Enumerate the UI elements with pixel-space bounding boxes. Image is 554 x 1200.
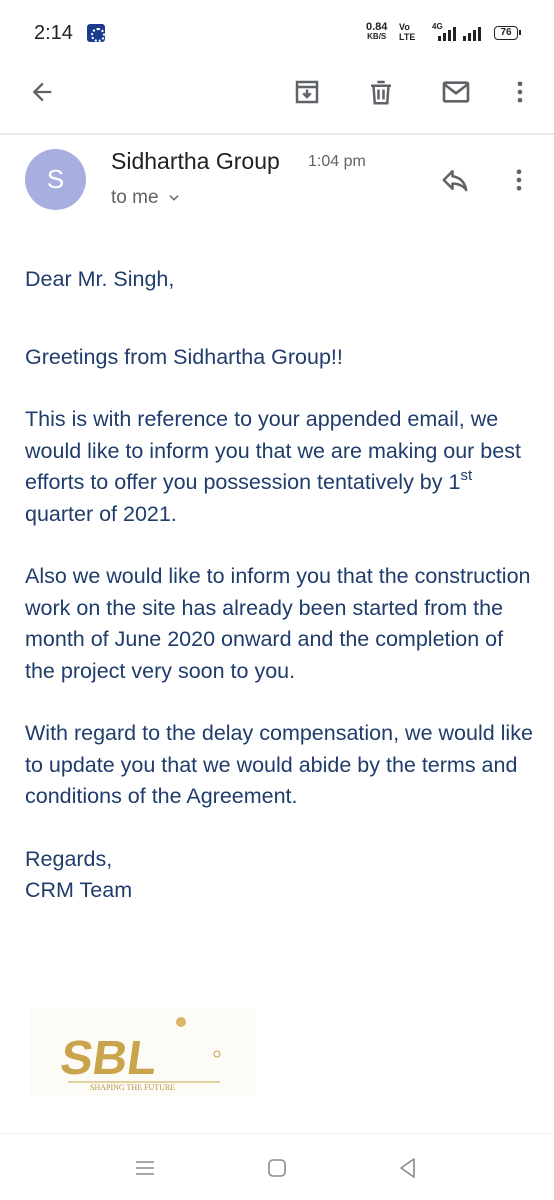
volte-indicator: Vo LTE — [399, 22, 416, 42]
svg-text:SBL: SBL — [57, 1031, 161, 1085]
back-button[interactable] — [18, 66, 66, 118]
email-more-options-button[interactable] — [497, 160, 541, 200]
email-toolbar — [0, 66, 554, 132]
delete-button[interactable] — [357, 66, 405, 118]
intro-line: Greetings from Sidhartha Group!! — [25, 344, 343, 369]
paragraph-compensation: With regard to the delay compensation, we would like to update you that we would abide by the terms and conditions of the Agreement. — [25, 721, 533, 808]
home-button[interactable] — [257, 1152, 297, 1184]
status-time: 2:14 — [34, 22, 73, 44]
reply-icon — [440, 165, 470, 195]
mark-unread-icon — [440, 76, 472, 108]
more-options-button[interactable] — [496, 66, 544, 118]
sbl-logo-image — [30, 1008, 256, 1096]
archive-icon — [292, 77, 322, 107]
app-notification-icon — [87, 24, 105, 42]
chevron-down-icon — [167, 191, 181, 205]
greeting: Dear Mr. Singh, — [25, 267, 175, 291]
recents-icon — [134, 1159, 156, 1177]
paragraph-possession: This is with reference to your appended email, we would like to inform you that we are making our best efforts to offer you possession tentatively by 1st quarter of 2021. — [25, 407, 521, 526]
signature: CRM Team — [25, 878, 133, 902]
sender-name: Sidhartha Group — [111, 148, 280, 174]
back-arrow-icon — [28, 78, 56, 106]
company-logo — [30, 1008, 256, 1096]
more-vert-icon — [505, 166, 533, 194]
recipient-label: to me — [111, 187, 159, 208]
recents-button[interactable] — [125, 1152, 165, 1184]
toolbar-divider — [0, 133, 554, 135]
mark-unread-button[interactable] — [432, 66, 480, 118]
home-icon — [267, 1158, 287, 1178]
signal-icon — [436, 25, 460, 41]
network-speed: 0.84 KB/S — [366, 21, 388, 41]
email-time: 1:04 pm — [308, 153, 366, 170]
battery-icon: 76 — [494, 26, 518, 40]
back-icon — [398, 1157, 418, 1179]
more-vert-icon — [506, 78, 534, 106]
recipient-details-toggle[interactable] — [111, 187, 181, 209]
signal-icon — [463, 25, 487, 41]
signoff: Regards, — [25, 846, 113, 871]
archive-button[interactable] — [283, 66, 331, 118]
status-bar — [0, 0, 554, 66]
system-back-button[interactable] — [388, 1152, 428, 1184]
sender-avatar[interactable]: S — [25, 149, 86, 210]
network-type: 4G — [432, 22, 443, 31]
reply-button[interactable] — [433, 160, 477, 200]
delete-icon — [366, 77, 396, 107]
paragraph-construction: Also we would like to inform you that the construction work on the site has already been started from the month of June 2020 onward and the completion of the project very soon to you. — [25, 564, 531, 683]
email-body — [25, 264, 535, 907]
svg-text:SHAPING THE FUTURE: SHAPING THE FUTURE — [90, 1083, 176, 1092]
system-nav-bar — [0, 1133, 554, 1200]
